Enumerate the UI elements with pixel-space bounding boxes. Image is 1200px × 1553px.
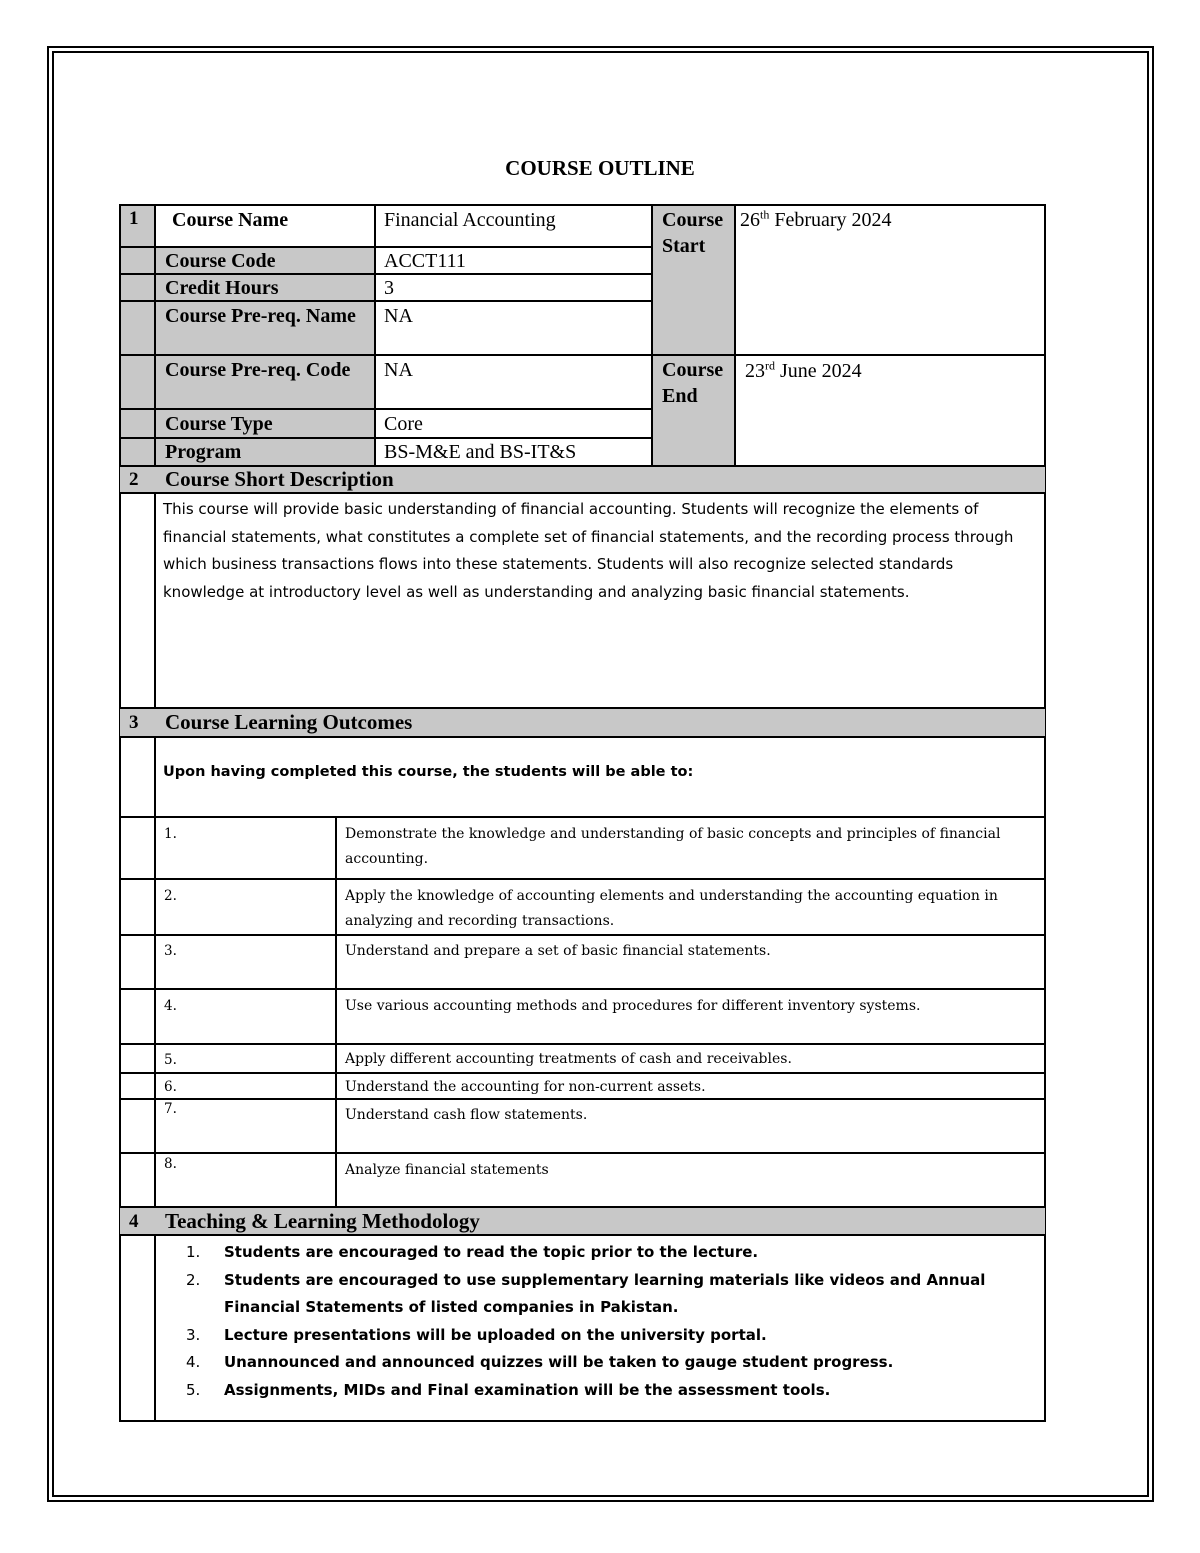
list-item: 4. Unannounced and announced quizzes will be taken to gauge student progress. <box>186 1353 894 1371</box>
outcome-number: 2. <box>164 888 177 904</box>
course-description: This course will provide basic understanding of financial accounting. Students will recognize the elements of financial statements, what constitutes a complete set of financial statements, and the recording process through which business transactions flows into these statements. Students will also recognize selected standards knowledge at introductory level as well as understanding and analyzing basic financial statements. <box>163 500 1014 601</box>
page-title: COURSE OUTLINE <box>505 156 695 180</box>
outcome-text: Understand the accounting for non-current assets. <box>345 1079 706 1095</box>
outcomes-intro: Upon having completed this course, the students will be able to: <box>163 764 694 780</box>
program-value: BS-M&E and BS-IT&S <box>384 441 577 463</box>
section-number: 2 <box>129 469 139 490</box>
prereq-code-value: NA <box>384 359 413 381</box>
prereq-name-value: NA <box>384 305 413 327</box>
program-label: Program <box>165 441 242 463</box>
section-number: 4 <box>129 1211 139 1232</box>
section-number: 3 <box>129 712 139 733</box>
outcome-text: Demonstrate the knowledge and understanding of basic concepts and principles of financial accounting. <box>345 826 1001 867</box>
outcome-number: 5. <box>164 1052 177 1068</box>
course-end-value: 23rd June 2024 <box>745 358 862 382</box>
outcome-text: Analyze financial statements <box>345 1162 549 1178</box>
course-code-label: Course Code <box>165 250 276 272</box>
course-name-label: Course Name <box>172 209 289 231</box>
course-code-value: ACCT111 <box>384 250 466 272</box>
course-type-value: Core <box>384 413 423 435</box>
outcome-text: Apply the knowledge of accounting elements and understanding the accounting equation in analyzing and recording transactions. <box>345 888 998 929</box>
outcome-number: 4. <box>164 998 177 1014</box>
section-heading: Teaching & Learning Methodology <box>165 1209 480 1233</box>
outcome-number: 1. <box>164 826 177 842</box>
credit-hours-label: Credit Hours <box>165 277 279 299</box>
outcome-number: 6. <box>164 1079 177 1095</box>
prereq-code-label: Course Pre-req. Code <box>165 359 351 381</box>
outcome-text: Understand and prepare a set of basic financial statements. <box>345 943 771 959</box>
list-item: 5. Assignments, MIDs and Final examination will be the assessment tools. <box>186 1380 831 1399</box>
course-start-label: Course Start <box>662 209 724 257</box>
outcome-number: 8. <box>164 1156 177 1172</box>
outcome-text: Apply different accounting treatments of cash and receivables. <box>345 1051 792 1067</box>
outcome-number: 3. <box>164 943 177 959</box>
list-item: 1. Students are encouraged to read the topic prior to the lecture. <box>186 1243 759 1261</box>
section-heading: Course Learning Outcomes <box>165 710 413 734</box>
methodology-list <box>186 1239 1026 1404</box>
course-name-value: Financial Accounting <box>384 209 556 231</box>
course-type-label: Course Type <box>165 413 273 435</box>
section-heading: Course Short Description <box>165 467 394 491</box>
course-start-value: 26th February 2024 <box>740 207 892 231</box>
outcome-text: Understand cash flow statements. <box>345 1107 588 1123</box>
section-number: 1 <box>129 208 139 229</box>
prereq-name-label: Course Pre-req. Name <box>165 305 356 327</box>
credit-hours-value: 3 <box>384 277 394 299</box>
list-item: 2. Students are encouraged to use supplementary learning materials like videos and Annual Financial Statements of listed companies in Pakistan. <box>186 1270 986 1316</box>
list-item: 3. Lecture presentations will be uploaded on the university portal. <box>186 1325 767 1344</box>
outcome-number: 7. <box>164 1101 177 1117</box>
course-end-label: Course End <box>662 359 724 407</box>
outcome-text: Use various accounting methods and procedures for different inventory systems. <box>345 998 921 1014</box>
